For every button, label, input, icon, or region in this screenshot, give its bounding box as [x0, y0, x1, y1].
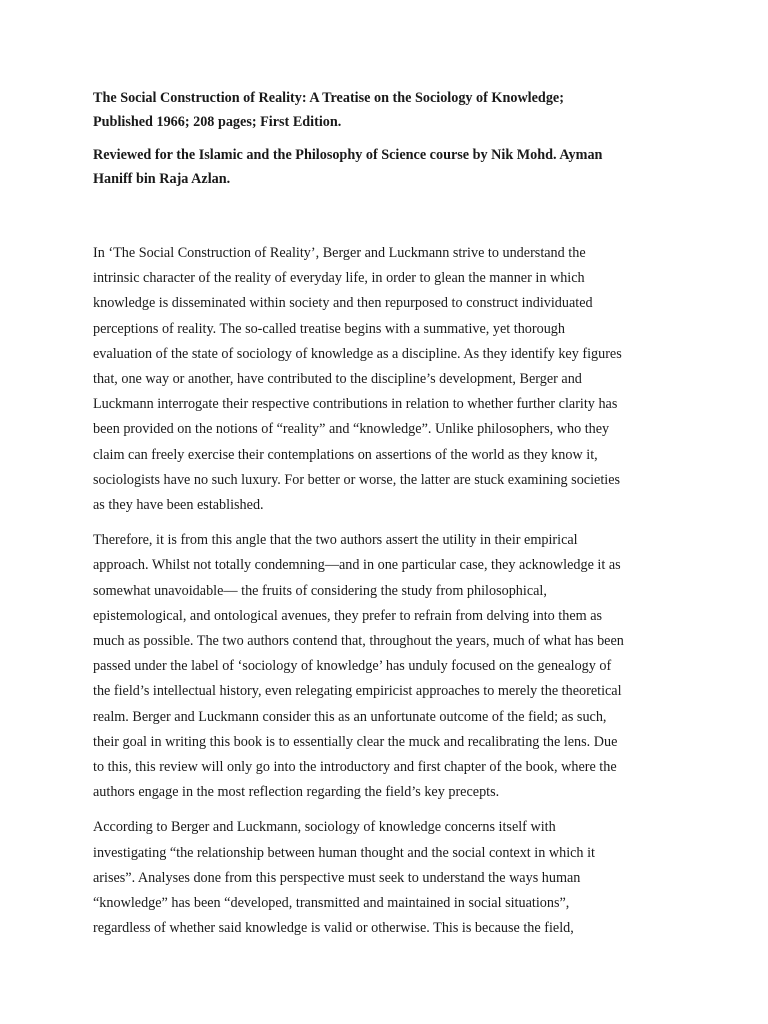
paragraph-line: evaluation of the state of sociology of knowledge as a discipline. As they identify key figures: [93, 345, 622, 362]
reviewer-credit: [93, 143, 683, 191]
paragraph-line: been provided on the notions of “reality” and “knowledge”. Unlike philosophers, who they: [93, 421, 610, 438]
paragraph-line: investigating “the relationship between human thought and the social context in which it: [93, 844, 595, 861]
paragraph-line: realm. Berger and Luckmann consider this as an unfortunate outcome of the field; as such,: [93, 708, 607, 725]
paragraph-line: to this, this review will only go into the introductory and first chapter of the book, where the: [93, 759, 617, 776]
paragraph-line: their goal in writing this book is to essentially clear the muck and recalibrating the lens. Due: [93, 733, 618, 750]
paragraph-line: Luckmann interrogate their respective contributions in relation to whether further clarity has: [93, 396, 618, 413]
paragraph-line: According to Berger and Luckmann, sociology of knowledge concerns itself with: [93, 819, 556, 836]
book-title: [93, 86, 683, 134]
body-paragraph: [93, 241, 683, 518]
body-paragraph: [93, 528, 683, 805]
paragraph-line: somewhat unavoidable— the fruits of considering the study from philosophical,: [93, 582, 547, 599]
paragraph-line: regardless of whether said knowledge is valid or otherwise. This is because the field,: [93, 920, 574, 937]
section-spacer: [93, 191, 683, 241]
paragraph-line: much as possible. The two authors contend that, throughout the years, much of what has been: [93, 633, 624, 650]
paragraph-line: arises”. Analyses done from this perspective must seek to understand the ways human: [93, 869, 581, 886]
paragraph-line: as they have been established.: [93, 497, 264, 514]
paragraph-line: knowledge is disseminated within society and then repurposed to construct individuated: [93, 295, 593, 312]
paragraph-line: epistemological, and ontological avenues, they prefer to refrain from delving into them as: [93, 607, 603, 624]
paragraph-line: approach. Whilst not totally condemning—and in one particular case, they acknowledge it as: [93, 557, 621, 574]
reviewer-credit-line: Reviewed for the Islamic and the Philosophy of Science course by Nik Mohd. Ayman: [93, 147, 603, 163]
paragraph-line: perceptions of reality. The so-called treatise begins with a summative, yet thorough: [93, 320, 565, 337]
paragraph-line: intrinsic character of the reality of everyday life, in order to glean the manner in which: [93, 270, 585, 287]
paragraph-line: In ‘The Social Construction of Reality’, Berger and Luckmann strive to understand the: [93, 245, 586, 261]
document-page: [93, 86, 683, 951]
paragraph-line: sociologists have no such luxury. For better or worse, the latter are stuck examining societies: [93, 471, 621, 488]
paragraph-line: Therefore, it is from this angle that the two authors assert the utility in their empirical: [93, 532, 578, 549]
reviewer-credit-line: Haniff bin Raja Azlan.: [93, 171, 231, 187]
paragraph-line: “knowledge” has been “developed, transmitted and maintained in social situations”,: [93, 895, 570, 912]
paragraph-line: that, one way or another, have contributed to the discipline’s development, Berger and: [93, 371, 582, 388]
paragraph-line: claim can freely exercise their contemplations on assertions of the world as they know it,: [93, 446, 598, 463]
paragraph-line: authors engage in the most reflection regarding the field’s key precepts.: [93, 784, 500, 801]
paragraph-line: the field’s intellectual history, even relegating empiricist approaches to merely the theoretical: [93, 683, 622, 700]
body-paragraph: [93, 815, 683, 941]
paragraph-line: passed under the label of ‘sociology of knowledge’ has unduly focused on the genealogy of: [93, 658, 612, 675]
book-title-line: The Social Construction of Reality: A Treatise on the Sociology of Knowledge;: [93, 90, 564, 106]
book-title-line: Published 1966; 208 pages; First Edition.: [93, 114, 342, 130]
review-body: [93, 241, 683, 941]
